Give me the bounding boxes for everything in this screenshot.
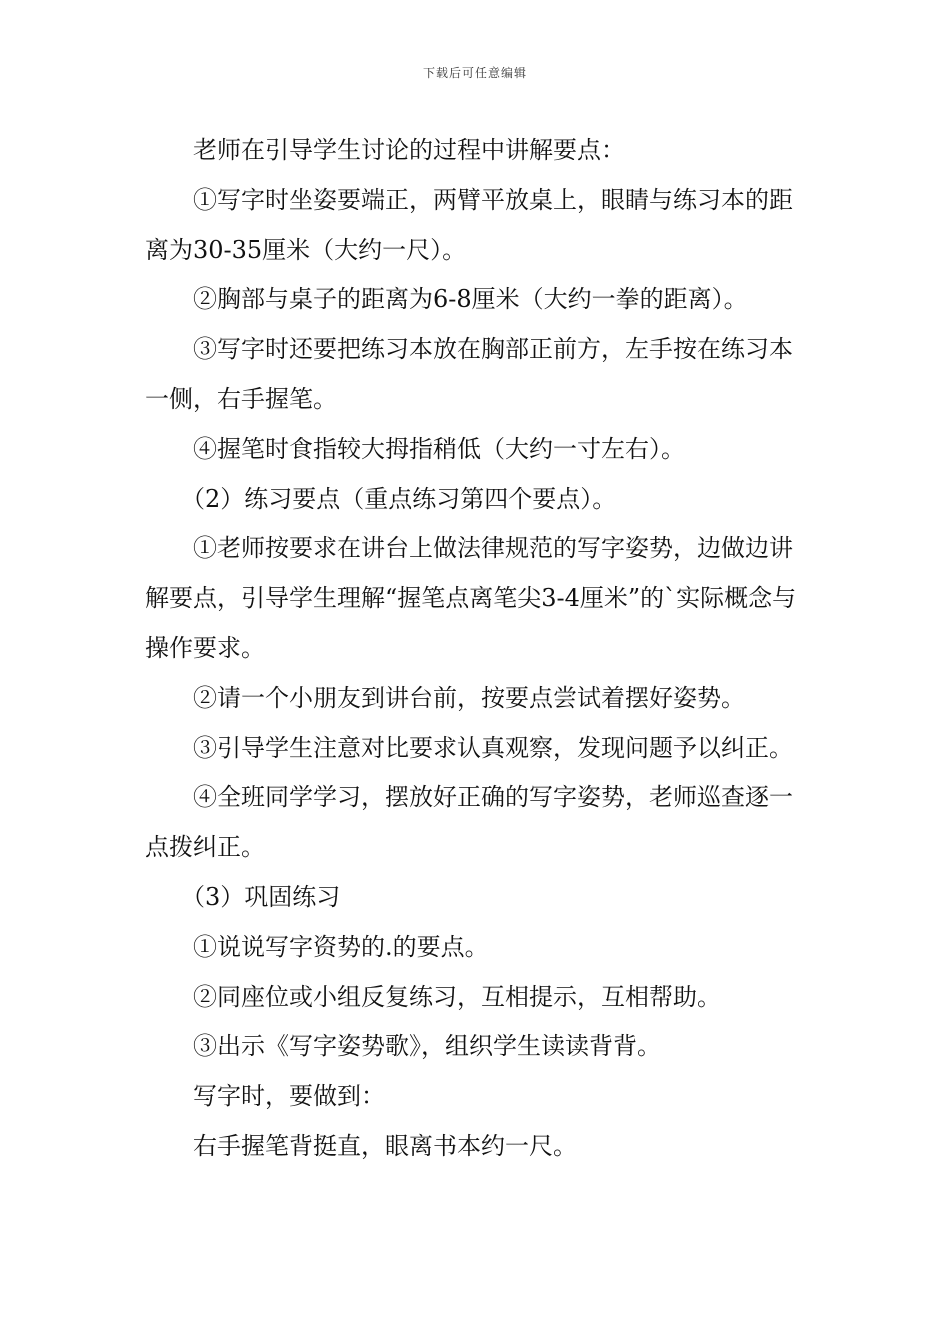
paragraph-7: ①老师按要求在讲台上做法律规范的写字姿势，边做边讲解要点，引导学生理解“握笔点离笔尖3-4厘米”的`实际概念与操作要求。 [145, 534, 797, 662]
paragraph-2: ①写字时坐姿要端正，两臂平放桌上，眼睛与练习本的距离为30-35厘米（大约一尺）。 [145, 185, 793, 264]
paragraph-10: ④全班同学学习，摆放好正确的写字姿势，老师巡查逐一点拨纠正。 [145, 783, 793, 862]
paragraph-14: ③出示《写字姿势歌》，组织学生读读背背。 [193, 1032, 661, 1061]
paragraph-5: ④握笔时食指较大拇指稍低（大约一寸左右）。 [193, 434, 685, 463]
page-header: 下载后可任意编辑 [422, 66, 527, 80]
paragraph-1: 老师在引导学生讨论的过程中讲解要点： [193, 136, 625, 164]
paragraph-16: 右手握笔背挺直，眼离书本约一尺。 [193, 1131, 577, 1160]
document-body [145, 126, 805, 1172]
paragraph-15: 写字时，要做到： [193, 1082, 385, 1111]
paragraph-9: ③引导学生注意对比要求认真观察，发现问题予以纠正。 [193, 733, 793, 762]
paragraph-3: ②胸部与桌子的距离为6-8厘米（大约一拳的距离）。 [193, 285, 748, 314]
paragraph-12: ①说说写字资势的.的要点。 [193, 932, 489, 961]
section-heading-practice-points: （2）练习要点（重点练习第四个要点）。 [181, 484, 617, 513]
section-heading-consolidation: （3）巩固练习 [181, 882, 341, 911]
paragraph-8: ②请一个小朋友到讲台前，按要点尝试着摆好姿势。 [193, 683, 745, 712]
paragraph-4: ③写字时还要把练习本放在胸部正前方，左手按在练习本一侧，右手握笔。 [145, 335, 793, 413]
paragraph-13: ②同座位或小组反复练习，互相提示，互相帮助。 [193, 982, 721, 1011]
